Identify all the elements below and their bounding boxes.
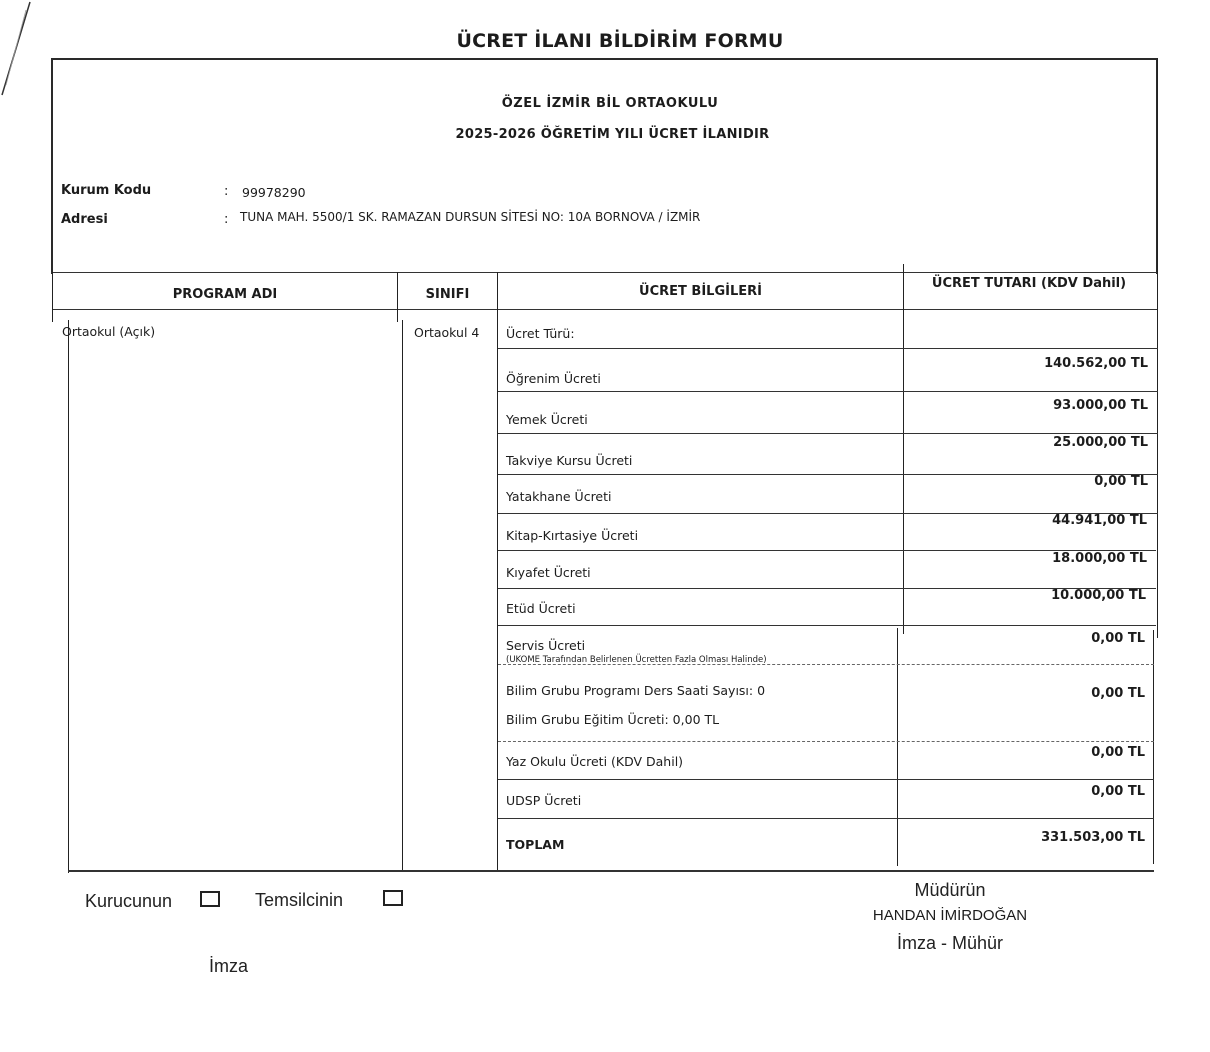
- representative-label: Temsilcinin: [255, 890, 344, 910]
- header-amount: ÜCRET TUTARI (KDV Dahil): [931, 276, 1127, 291]
- fee-amount-study-hall: 10.000,00 TL: [1051, 588, 1146, 603]
- header-bottom-border: [53, 309, 1158, 310]
- fee-label-summer-school: Yaz Okulu Ücreti (KDV Dahil): [506, 754, 684, 769]
- row-divider: [498, 818, 1154, 819]
- principal-sign-label: İmza - Mühür: [896, 933, 1004, 953]
- principal-label: Müdürün: [914, 880, 986, 900]
- fee-amount-meal: 93.000,00 TL: [1053, 398, 1148, 413]
- col-divider-1: [402, 320, 403, 872]
- fee-amount-summer-school: 0,00 TL: [1091, 745, 1145, 760]
- founder-checkbox[interactable]: [200, 891, 220, 907]
- fee-label-uniform: Kıyafet Ücreti: [506, 565, 591, 580]
- fee-amount-dormitory: 0,00 TL: [1094, 474, 1148, 489]
- row-divider: [498, 348, 1158, 349]
- fee-label-tuition: Öğrenim Ücreti: [506, 371, 601, 386]
- fee-type-label: Ücret Türü:: [506, 326, 575, 341]
- address-separator: :: [224, 212, 229, 227]
- col-divider-3-top: [903, 264, 904, 634]
- principal-name: HANDAN İMİRDOĞAN: [872, 907, 1028, 924]
- year-heading: 2025-2026 ÖĞRETİM YILI ÜCRET İLANIDIR: [455, 127, 770, 142]
- fee-label-study-hall: Etüd Ücreti: [506, 601, 576, 616]
- fee-label-books-stationery: Kitap-Kırtasiye Ücreti: [506, 528, 639, 543]
- address-label: Adresi: [61, 212, 108, 227]
- header-fee-info: ÜCRET BİLGİLERİ: [639, 284, 762, 299]
- address-value: TUNA MAH. 5500/1 SK. RAMAZAN DURSUN SİTESİ NO: 10A BORNOVA / İZMİR: [240, 210, 701, 224]
- header-class: SINIFI: [425, 287, 470, 302]
- row-divider: [498, 741, 1154, 742]
- institution-code-value: 99978290: [242, 185, 306, 200]
- fee-amount-science-group: 0,00 TL: [1091, 686, 1145, 701]
- fee-note-shuttle: (UKOME Tarafından Belirlenen Ücretten Fazla Olması Halinde): [506, 655, 767, 665]
- col-divider-2: [497, 272, 498, 870]
- fee-amount-uniform: 18.000,00 TL: [1052, 551, 1147, 566]
- header-program-name: PROGRAM ADI: [172, 287, 278, 302]
- fee-amount-shuttle: 0,00 TL: [1091, 631, 1145, 646]
- total-amount: 331.503,00 TL: [1041, 830, 1145, 845]
- fee-label-support-course: Takviye Kursu Ücreti: [506, 453, 633, 468]
- table-bottom-border: [68, 870, 1154, 872]
- row-divider: [498, 433, 1158, 434]
- fee-label-science-group-fee: Bilim Grubu Eğitim Ücreti: 0,00 TL: [506, 712, 720, 727]
- institution-code-separator: :: [224, 184, 229, 199]
- table-right-border-bottom: [1153, 630, 1154, 864]
- fee-label-dormitory: Yatakhane Ücreti: [506, 489, 612, 504]
- fee-amount-books-stationery: 44.941,00 TL: [1052, 513, 1147, 528]
- fee-label-udsp: UDSP Ücreti: [506, 793, 582, 808]
- fee-amount-support-course: 25.000,00 TL: [1053, 435, 1148, 450]
- table-top-border: [51, 272, 1158, 273]
- header-frame: [51, 58, 1158, 274]
- signature-label: İmza: [209, 956, 249, 976]
- class-name: Ortaokul 4: [414, 325, 480, 340]
- row-divider: [498, 391, 1158, 392]
- row-divider: [498, 625, 1156, 626]
- fee-label-science-group-hours: Bilim Grubu Programı Ders Saati Sayısı: 0: [506, 683, 766, 698]
- program-name: Ortaokul (Açık): [62, 324, 156, 339]
- founder-label: Kurucunun: [85, 891, 173, 911]
- total-label: TOPLAM: [506, 837, 565, 852]
- fee-amount-tuition: 140.562,00 TL: [1044, 356, 1148, 371]
- form-title: ÜCRET İLANI BİLDİRİM FORMU: [456, 30, 784, 52]
- fee-amount-udsp: 0,00 TL: [1091, 784, 1145, 799]
- school-name: ÖZEL İZMİR BİL ORTAOKULU: [501, 96, 719, 111]
- fee-label-shuttle: Servis Ücreti: [506, 638, 586, 653]
- institution-code-label: Kurum Kodu: [61, 183, 152, 198]
- table-left-border: [68, 320, 69, 873]
- row-divider: [498, 779, 1154, 780]
- fee-label-meal: Yemek Ücreti: [506, 412, 588, 427]
- scan-edge-mark: [0, 0, 40, 110]
- representative-checkbox[interactable]: [383, 890, 403, 906]
